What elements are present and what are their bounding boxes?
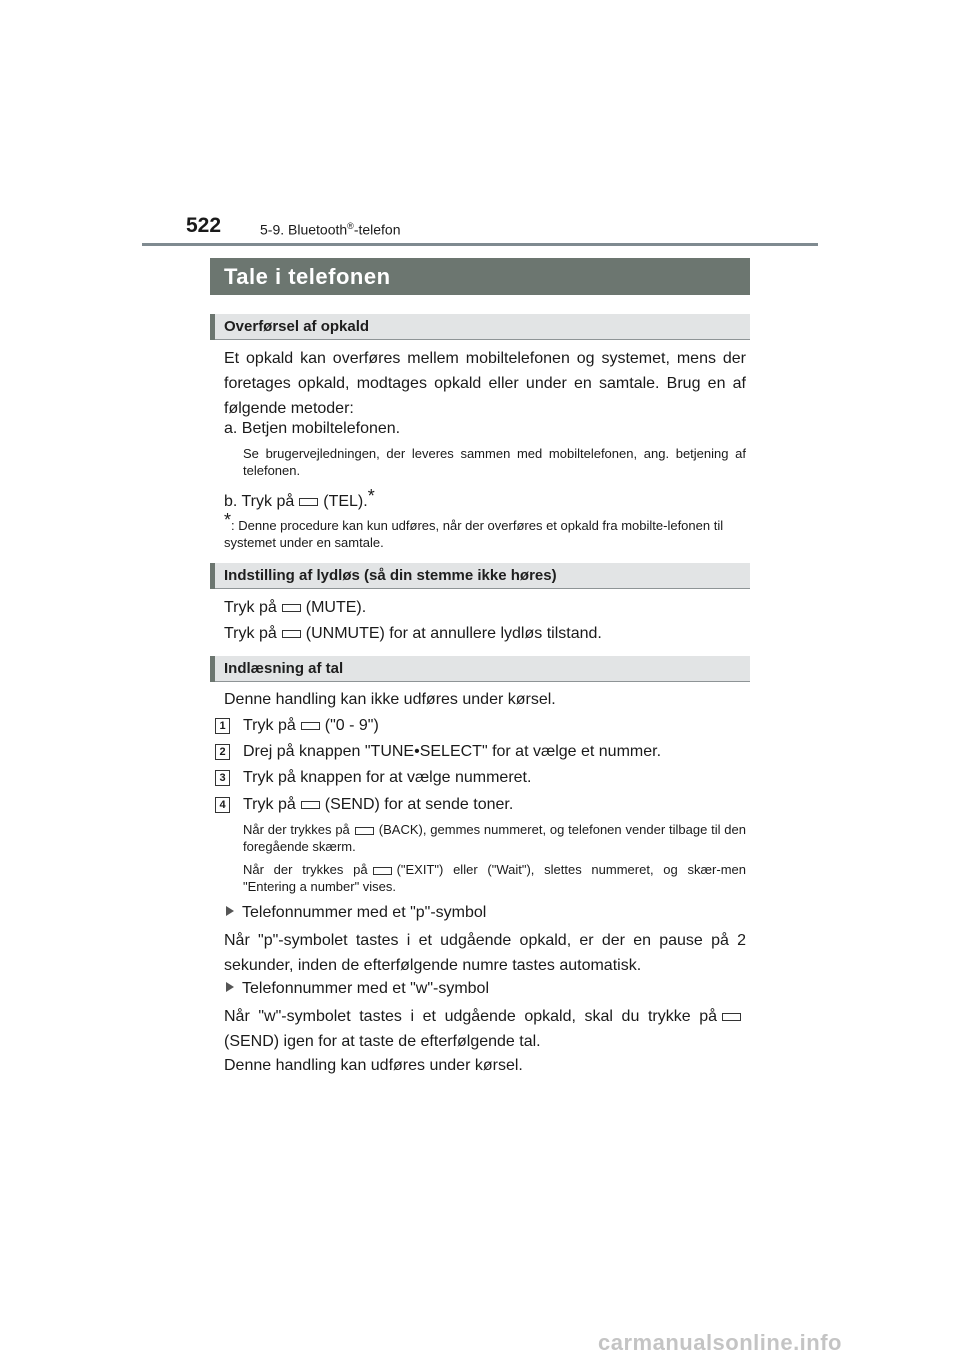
step-1 bbox=[243, 713, 746, 738]
item-b-pre: b. Tryk på bbox=[224, 493, 295, 510]
item-b-post: (TEL). bbox=[323, 493, 368, 510]
mute-line-2-pre: Tryk på bbox=[224, 625, 277, 642]
step-4-number: 4 bbox=[215, 797, 230, 813]
note-exit bbox=[243, 861, 746, 895]
mute-line-2 bbox=[224, 621, 746, 646]
footnote-mark: * bbox=[224, 510, 232, 530]
footnote-text: : Denne procedure kan kun udføres, når der overføres et opkald fra mobilte-lefonen til systemet under en samtale. bbox=[224, 518, 724, 550]
w-symbol-heading-text: Telefonnummer med et "w"-symbol bbox=[242, 980, 489, 997]
mute-line-1-pre: Tryk på bbox=[224, 599, 277, 616]
note-back-pre: Når der trykkes på bbox=[243, 822, 350, 837]
w-symbol-post: (SEND) igen for at taste de efterfølgende tal. bbox=[224, 1033, 541, 1050]
digits-intro: Denne handling kan ikke udføres under kørsel. bbox=[224, 691, 556, 708]
triangle-bullet-icon bbox=[226, 906, 234, 916]
p-symbol-heading bbox=[226, 900, 748, 925]
watermark-url: carmanualsonline.info bbox=[598, 1330, 842, 1355]
section-prefix: 5-9. Bluetooth bbox=[260, 221, 348, 238]
note-exit-pre: Når der trykkes på bbox=[243, 862, 368, 877]
step-3: Tryk på knappen for at vælge nummeret. bbox=[243, 769, 532, 786]
digit-button-icon bbox=[301, 722, 320, 730]
transfer-heading: Overførsel af opkald bbox=[210, 314, 750, 340]
section-suffix: -telefon bbox=[353, 221, 401, 238]
asterisk: * bbox=[367, 486, 375, 506]
step-4-pre: Tryk på bbox=[243, 796, 296, 813]
mute-line-2-post: (UNMUTE) for at annullere lydløs tilstand. bbox=[305, 625, 602, 642]
mute-button-icon bbox=[282, 604, 301, 612]
send-button-icon bbox=[301, 801, 320, 809]
w-symbol-pre: Når "w"-symbolet tastes i et udgående opkald, skal du trykke på bbox=[224, 1008, 717, 1025]
step-4 bbox=[243, 792, 746, 817]
digits-heading: Indlæsning af tal bbox=[210, 656, 750, 682]
send-button-icon bbox=[722, 1013, 741, 1021]
back-button-icon bbox=[355, 827, 374, 835]
registered-mark: ® bbox=[347, 221, 354, 231]
note-exit-post: ("EXIT") eller ("Wait"), slettes nummeret, og skær-men "Entering a number" vises. bbox=[243, 862, 746, 894]
transfer-footnote bbox=[224, 512, 746, 551]
step-1-pre: Tryk på bbox=[243, 717, 296, 734]
triangle-bullet-icon bbox=[226, 982, 234, 992]
transfer-intro: Et opkald kan overføres mellem mobiltelefonen og systemet, mens der foretages opkald, modtages opkald eller under en samtale. Brug en af følgende metoder: bbox=[224, 350, 746, 417]
step-3-number: 3 bbox=[215, 770, 230, 786]
tel-button-icon bbox=[299, 498, 318, 506]
page-header bbox=[0, 0, 960, 250]
p-symbol-heading-text: Telefonnummer med et "p"-symbol bbox=[242, 904, 487, 921]
transfer-item-a: a. Betjen mobiltelefonen. bbox=[224, 420, 401, 437]
note-back bbox=[243, 821, 746, 855]
step-4-post: (SEND) for at sende toner. bbox=[324, 796, 514, 813]
page-number: 522 bbox=[186, 214, 222, 237]
w-symbol-note: Denne handling kan udføres under kørsel. bbox=[224, 1057, 523, 1074]
step-1-number: 1 bbox=[215, 718, 230, 734]
section-title bbox=[260, 221, 401, 238]
step-2-number: 2 bbox=[215, 744, 230, 760]
exit-button-icon bbox=[373, 867, 392, 875]
unmute-button-icon bbox=[282, 630, 301, 638]
mute-heading: Indstilling af lydløs (så din stemme ikke høres) bbox=[210, 563, 750, 589]
transfer-item-b bbox=[224, 484, 746, 514]
mute-line-1-post: (MUTE). bbox=[305, 599, 367, 616]
w-symbol-text bbox=[224, 1004, 746, 1054]
header-rule bbox=[142, 243, 818, 246]
w-symbol-heading bbox=[226, 976, 748, 1001]
page-title: Tale i telefonen bbox=[210, 258, 750, 295]
note-back-post: (BACK), gemmes nummeret, og telefonen vender tilbage til den foregående skærm. bbox=[243, 822, 746, 854]
mute-line-1 bbox=[224, 595, 746, 620]
step-2: Drej på knappen "TUNE•SELECT" for at vælge et nummer. bbox=[243, 743, 662, 760]
p-symbol-text: Når "p"-symbolet tastes i et udgående opkald, er der en pause på 2 sekunder, inden de efterfølgende numre tastes automatisk. bbox=[224, 932, 746, 974]
step-1-post: ("0 - 9") bbox=[324, 717, 379, 734]
transfer-item-a-note: Se brugervejledningen, der leveres sammen med mobiltelefonen, ang. betjening af telefonen. bbox=[243, 446, 746, 478]
